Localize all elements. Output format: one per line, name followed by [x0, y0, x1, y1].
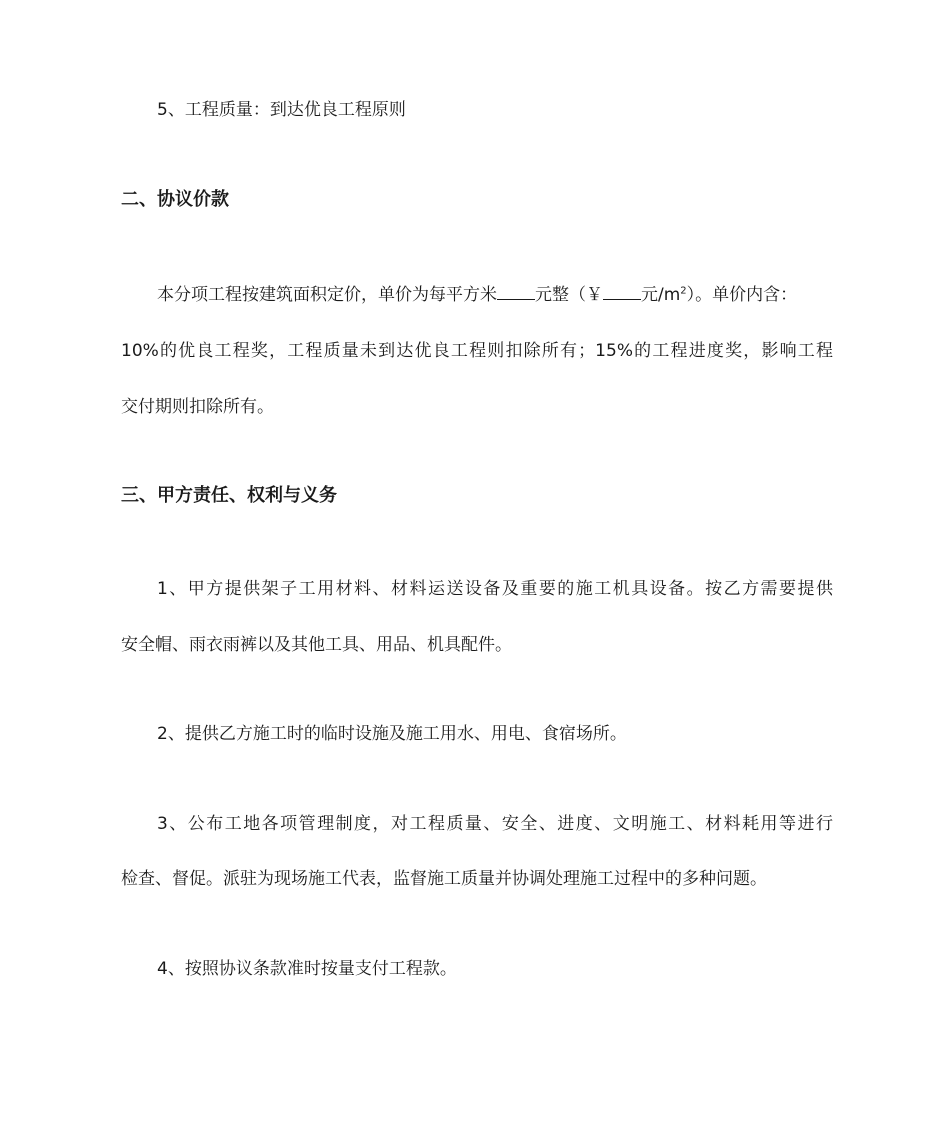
- party-a-item-1-line-1: 1、甲方提供架子工用材料、材料运送设备及重要的施工机具设备。按乙方需要提供: [157, 579, 833, 599]
- price-text-mid: 元整（￥: [535, 285, 603, 305]
- price-blank-1[interactable]: [497, 285, 535, 300]
- price-text-suffix: ）。单价内含：: [686, 285, 798, 305]
- price-paragraph-line-1: [157, 284, 833, 306]
- party-a-item-3-line-2: 检查、督促。派驻为现场施工代表，监督施工质量并协调处理施工过程中的多种问题。: [121, 869, 767, 889]
- section-heading-party-a: 三、甲方责任、权利与义务: [121, 485, 337, 506]
- party-a-item-3-line-1: 3、公布工地各项管理制度，对工程质量、安全、进度、文明施工、材料耗用等进行: [157, 814, 833, 834]
- quality-item: 5、工程质量：到达优良工程原则: [157, 100, 406, 120]
- party-a-item-1-line-2: 安全帽、雨衣雨裤以及其他工具、用品、机具配件。: [121, 635, 512, 655]
- price-paragraph-line-2: 10%的优良工程奖，工程质量未到达优良工程则扣除所有；15%的工程进度奖，影响工程: [121, 341, 833, 361]
- party-a-item-4: 4、按照协议条款准时按量支付工程款。: [157, 959, 457, 979]
- price-unit-superscript: 2: [680, 285, 687, 297]
- price-paragraph-line-3: 交付期则扣除所有。: [121, 397, 274, 417]
- price-text-prefix: 本分项工程按建筑面积定价，单价为每平方米: [157, 285, 497, 305]
- party-a-item-2: 2、提供乙方施工时的临时设施及施工用水、用电、食宿场所。: [157, 724, 627, 744]
- section-heading-price: 二、协议价款: [121, 189, 229, 210]
- price-unit: 元/m: [641, 285, 681, 305]
- price-blank-2[interactable]: [603, 285, 641, 300]
